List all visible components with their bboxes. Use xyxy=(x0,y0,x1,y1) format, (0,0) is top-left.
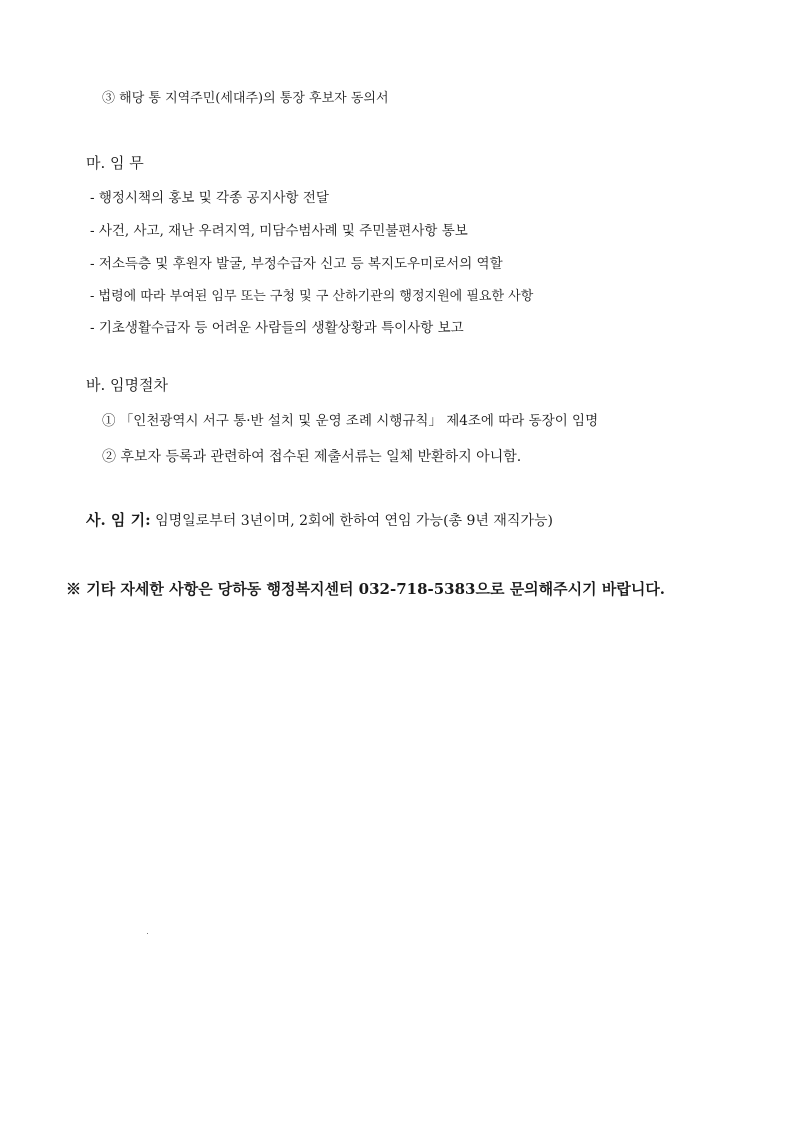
duty-item: - 저소득층 및 후원자 발굴, 부정수급자 신고 등 복지도우미로서의 역할 xyxy=(90,256,503,272)
term-heading: 사. 임 기: xyxy=(86,511,151,529)
duties-heading: 마. 임 무 xyxy=(86,154,144,172)
consent-form-item: ③ 해당 통 지역주민(세대주)의 통장 후보자 동의서 xyxy=(102,91,389,106)
duty-item: - 행정시책의 홍보 및 각종 공지사항 전달 xyxy=(90,190,329,206)
duty-item: - 기초생활수급자 등 어려운 사람들의 생활상황과 특이사항 보고 xyxy=(90,320,464,336)
contact-notice: ※ 기타 자세한 사항은 당하동 행정복지센터 032-718-5383으로 문의해주시기 바랍니다. xyxy=(66,580,666,598)
duty-item: - 사건, 사고, 재난 우려지역, 미담수범사례 및 주민불편사항 통보 xyxy=(90,223,468,239)
duty-item: - 법령에 따라 부여된 임무 또는 구청 및 구 산하기관의 행정지원에 필요한 사항 xyxy=(90,289,534,304)
term-line xyxy=(86,513,553,528)
appointment-procedure-heading: 바. 임명절차 xyxy=(86,376,168,394)
scan-speck xyxy=(147,933,148,934)
term-text: 임명일로부터 3년이며, 2회에 한하여 연임 가능(총 9년 재직가능) xyxy=(150,513,553,529)
procedure-item: ② 후보자 등록과 관련하여 접수된 제출서류는 일체 반환하지 아니함. xyxy=(102,449,522,465)
procedure-item: ① 「인천광역시 서구 통·반 설치 및 운영 조례 시행규칙」 제4조에 따라 동장이 임명 xyxy=(102,413,599,429)
